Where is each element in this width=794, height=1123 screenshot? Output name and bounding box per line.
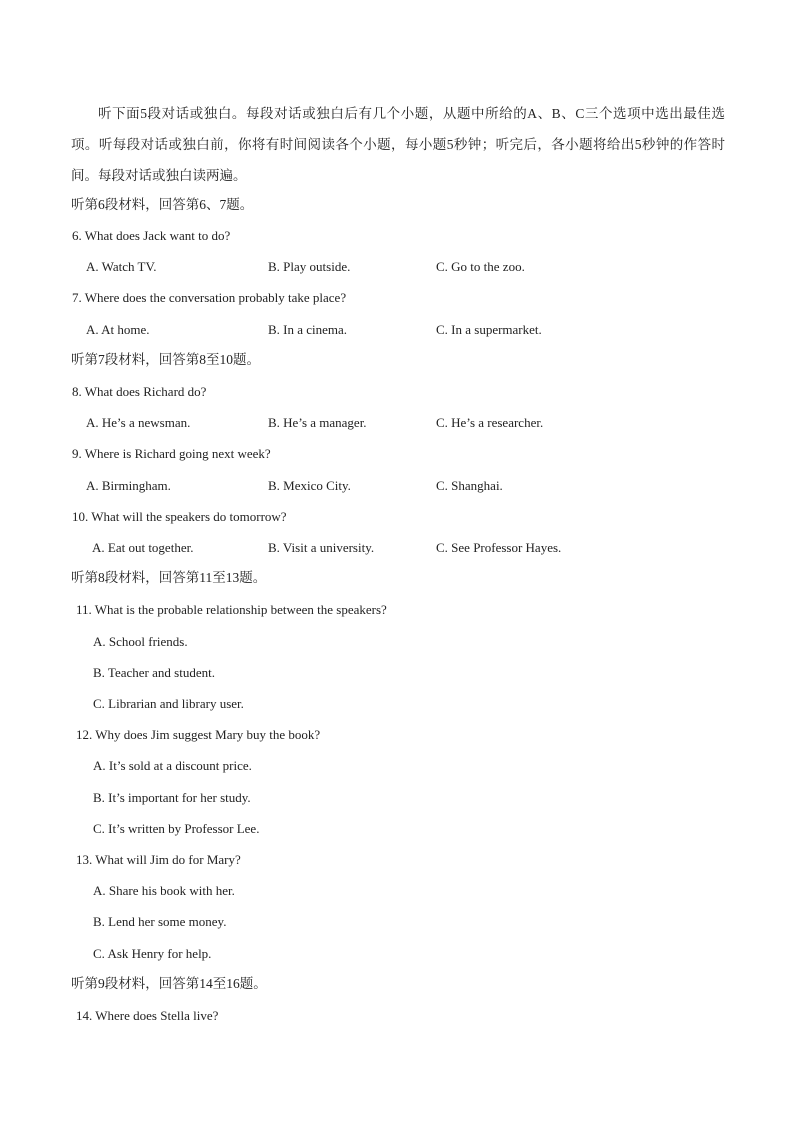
section-9-heading: 听第9段材料，回答第14至16题。: [71, 976, 267, 991]
q11-option-a: A. School friends.: [93, 634, 188, 649]
q10-option-a: A. Eat out together.: [92, 540, 194, 555]
section-8-heading: 听第8段材料，回答第11至13题。: [71, 570, 267, 585]
q9-option-b: B. Mexico City.: [268, 478, 351, 493]
q8-option-b: B. He’s a manager.: [268, 415, 367, 430]
question-12: 12. Why does Jim suggest Mary buy the book?: [76, 727, 321, 742]
q13-option-c: C. Ask Henry for help.: [93, 946, 212, 961]
q13-option-a: A. Share his book with her.: [93, 883, 235, 898]
q8-option-a: A. He’s a newsman.: [86, 415, 191, 430]
q13-option-b: B. Lend her some money.: [93, 914, 227, 929]
question-8: 8. What does Richard do?: [72, 384, 207, 399]
q7-option-c: C. In a supermarket.: [436, 322, 542, 337]
q6-option-a: A. Watch TV.: [86, 259, 157, 274]
question-14: 14. Where does Stella live?: [76, 1008, 219, 1023]
question-7: 7. Where does the conversation probably take place?: [72, 290, 347, 305]
q12-option-c: C. It’s written by Professor Lee.: [93, 821, 260, 836]
q10-option-b: B. Visit a university.: [268, 540, 375, 555]
q11-option-c: C. Librarian and library user.: [93, 696, 244, 711]
listening-instructions: 听下面5段对话或独白。每段对话或独白后有几个小题，从题中所给的A、B、C三个选项中选出最佳选项。听每段对话或独白前，你将有时间阅读各个小题，每小题5秒钟；听完后，各小题将给出5秒钟的作答时间。每段对话或独白读两遍。: [71, 106, 725, 183]
q12-option-b: B. It’s important for her study.: [93, 790, 251, 805]
q9-option-c: C. Shanghai.: [436, 478, 503, 493]
question-13: 13. What will Jim do for Mary?: [76, 852, 241, 867]
q11-option-b: B. Teacher and student.: [93, 665, 215, 680]
section-6-heading: 听第6段材料，回答第6、7题。: [71, 197, 254, 212]
q12-option-a: A. It’s sold at a discount price.: [93, 758, 252, 773]
q7-option-b: B. In a cinema.: [268, 322, 348, 337]
q6-option-c: C. Go to the zoo.: [436, 259, 525, 274]
question-11: 11. What is the probable relationship between the speakers?: [76, 602, 387, 617]
q6-option-b: B. Play outside.: [268, 259, 351, 274]
q8-option-c: C. He’s a researcher.: [436, 415, 544, 430]
question-6: 6. What does Jack want to do?: [72, 228, 231, 243]
q9-option-a: A. Birmingham.: [86, 478, 171, 493]
q10-option-c: C. See Professor Hayes.: [436, 540, 562, 555]
question-9: 9. Where is Richard going next week?: [72, 446, 271, 461]
q7-option-a: A. At home.: [86, 322, 150, 337]
section-7-heading: 听第7段材料，回答第8至10题。: [71, 352, 260, 367]
question-10: 10. What will the speakers do tomorrow?: [72, 509, 287, 524]
